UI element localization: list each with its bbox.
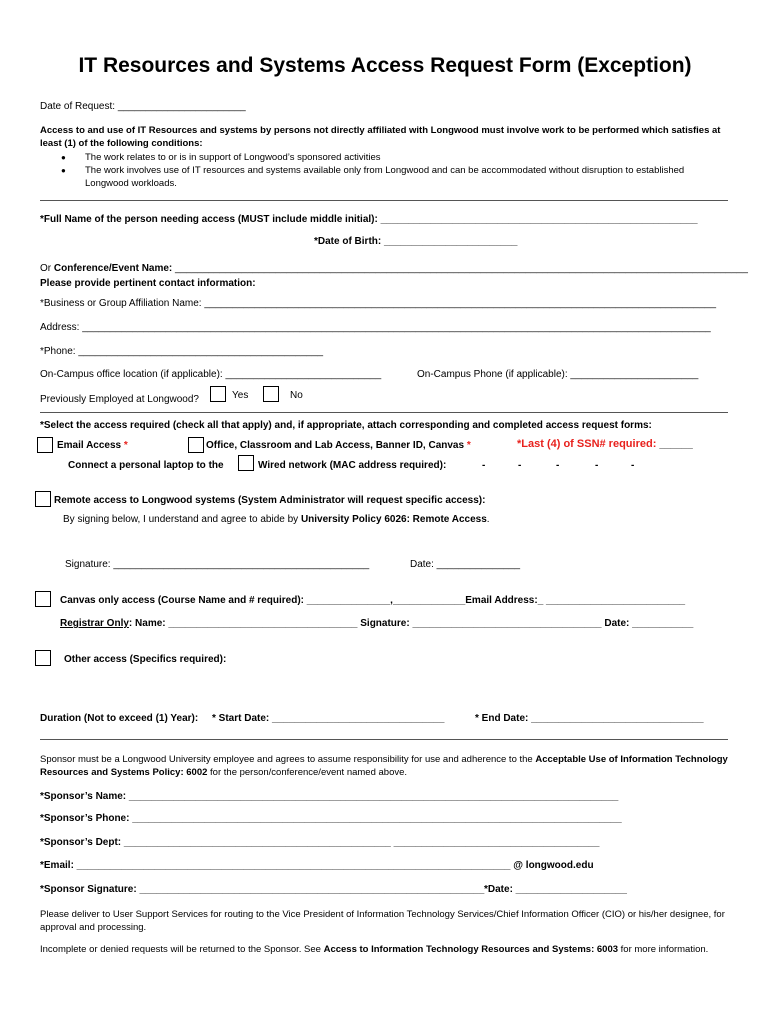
other-access-checkbox[interactable] xyxy=(35,650,51,666)
start-date-field[interactable]: * Start Date: _______________________________ xyxy=(212,713,445,724)
full-name-field[interactable]: *Full Name of the person needing access (MUST include middle initial): _________________________________________________________ xyxy=(40,214,698,225)
bullet-icon: ● xyxy=(61,166,66,175)
office-access-checkbox[interactable] xyxy=(188,437,204,453)
signature-date-field[interactable]: Date: _______________ xyxy=(410,559,521,570)
required-star: * xyxy=(123,440,128,451)
sponsor-signature-field[interactable]: *Sponsor Signature: ______________________________________________________________ xyxy=(40,884,485,895)
date-of-request[interactable]: Date of Request: _______________________ xyxy=(40,101,246,112)
prev-employed-label: Previously Employed at Longwood? xyxy=(40,394,199,405)
sponsor-dept-field[interactable]: *Sponsor’s Dept: ________________________________________________ _____________________________________ xyxy=(40,837,600,848)
conference-field[interactable] xyxy=(40,263,748,274)
end-date-field[interactable]: * End Date: _______________________________ xyxy=(475,713,704,724)
campus-phone-field[interactable]: On-Campus Phone (if applicable): _______________________ xyxy=(417,369,699,380)
mac-dash: - xyxy=(518,460,522,471)
incomplete-policy: Access to Information Technology Resources and Systems: 6003 xyxy=(323,944,619,955)
registrar-fields: : Name: __________________________________ Signature: __________________________________ Date: ___________ xyxy=(128,618,694,629)
wired-network-label: Wired network (MAC address required): xyxy=(258,460,447,471)
mac-dash: - xyxy=(595,460,599,471)
ssn-line: ______ xyxy=(659,439,693,450)
incomplete-suffix: for more information. xyxy=(618,944,709,955)
divider xyxy=(40,739,728,740)
sponsor-date-field[interactable]: *Date: ____________________ xyxy=(484,884,627,895)
yes-checkbox[interactable] xyxy=(210,386,226,402)
incomplete-notice xyxy=(40,943,730,956)
remote-access-checkbox[interactable] xyxy=(35,491,51,507)
sponsor-intro-end: for the person/conference/event named above. xyxy=(207,767,408,778)
conference-line: _______________________________________________________________________________________________________ xyxy=(172,263,748,274)
registrar-label: Registrar Only xyxy=(60,618,129,629)
ssn-field[interactable] xyxy=(517,438,693,450)
dob-field[interactable]: *Date of Birth: ________________________ xyxy=(314,236,518,247)
sponsor-phone-field[interactable]: *Sponsor’s Phone: ________________________________________________________________________________________ xyxy=(40,813,622,824)
remote-access-label: Remote access to Longwood systems (System Administrator will request specific access): xyxy=(54,495,486,506)
select-access-heading: *Select the access required (check all that apply) and, if appropriate, attach corresponding and completed access request forms: xyxy=(40,420,652,431)
contact-info-heading: Please provide pertinent contact information: xyxy=(40,278,256,289)
divider xyxy=(40,200,728,201)
sponsor-email-field[interactable]: *Email: ______________________________________________________________________________ @ longwood.edu xyxy=(40,860,594,871)
registrar-row[interactable] xyxy=(60,618,693,629)
canvas-access-checkbox[interactable] xyxy=(35,591,51,607)
yes-label: Yes xyxy=(232,390,249,401)
phone-field[interactable]: *Phone: ____________________________________________ xyxy=(40,346,324,357)
sponsor-name-field[interactable]: *Sponsor’s Name: ________________________________________________________________________________________ xyxy=(40,791,619,802)
signing-prefix: By signing below, I understand and agree to abide by xyxy=(63,514,301,525)
email-access-text: Email Access xyxy=(57,440,124,451)
canvas-access-field[interactable]: Canvas only access (Course Name and # required): _______________,_____________Email Address:_ _________________________ xyxy=(60,595,686,606)
intro-text: Access to and use of IT Resources and systems by persons not directly affiliated with Longwood must involve work to be performed which satisfies at least (1) of the following conditions: xyxy=(40,125,721,149)
signing-statement xyxy=(63,514,490,525)
office-access-label xyxy=(206,440,471,451)
office-access-text: Office, Classroom and Lab Access, Banner ID, Canvas xyxy=(206,440,467,451)
condition-1: The work relates to or is in support of Longwood’s sponsored activities xyxy=(85,152,381,163)
mac-dash: - xyxy=(556,460,560,471)
sponsor-intro-text: Sponsor must be a Longwood University employee and agrees to assume responsibility for use and adherence to the xyxy=(40,754,536,765)
page-title: IT Resources and Systems Access Request Form (Exception) xyxy=(78,54,692,77)
sponsor-policy: Acceptable Use of Information Technology Resources and Systems Policy: 6002 xyxy=(40,754,728,778)
email-access-checkbox[interactable] xyxy=(37,437,53,453)
address-field[interactable]: Address: _________________________________________________________________________________________________________________ xyxy=(40,322,711,333)
condition-2: The work involves use of IT resources and systems available only from Longwood and can be accommodated without disruption to established Longwood workloads. xyxy=(85,165,685,189)
no-label: No xyxy=(290,390,303,401)
mac-dash: - xyxy=(631,460,635,471)
office-location-field[interactable]: On-Campus office location (if applicable): ____________________________ xyxy=(40,369,382,380)
delivery-instructions: Please deliver to User Support Services for routing to the Vice President of Information Technology Services/Chief Information Officer (CIO) or his/her designee, for approval and processing. xyxy=(40,909,725,933)
no-checkbox[interactable] xyxy=(263,386,279,402)
required-star: * xyxy=(466,440,471,451)
other-access-label: Other access (Specifics required): xyxy=(64,654,227,665)
duration-label: Duration (Not to exceed (1) Year): xyxy=(40,713,199,724)
bullet-icon: ● xyxy=(61,153,66,162)
business-field[interactable]: *Business or Group Affiliation Name: ____________________________________________________________________________________________ xyxy=(40,298,717,309)
remote-access-policy-link[interactable]: University Policy 6026: Remote Access xyxy=(300,514,487,525)
conference-prefix: Or xyxy=(40,263,54,274)
signature-field[interactable]: Signature: ______________________________________________ xyxy=(65,559,370,570)
incomplete-prefix: Incomplete or denied requests will be returned to the Sponsor. See xyxy=(40,944,324,955)
sponsor-intro xyxy=(40,753,730,779)
conference-label: Conference/Event Name: xyxy=(53,263,173,274)
wired-network-checkbox[interactable] xyxy=(238,455,254,471)
mac-dash: - xyxy=(482,460,486,471)
ssn-label: *Last (4) of SSN# required: xyxy=(517,438,660,450)
laptop-label: Connect a personal laptop to the xyxy=(68,460,224,471)
divider xyxy=(40,412,728,413)
email-access-label xyxy=(57,440,128,451)
signing-suffix: . xyxy=(486,514,490,525)
